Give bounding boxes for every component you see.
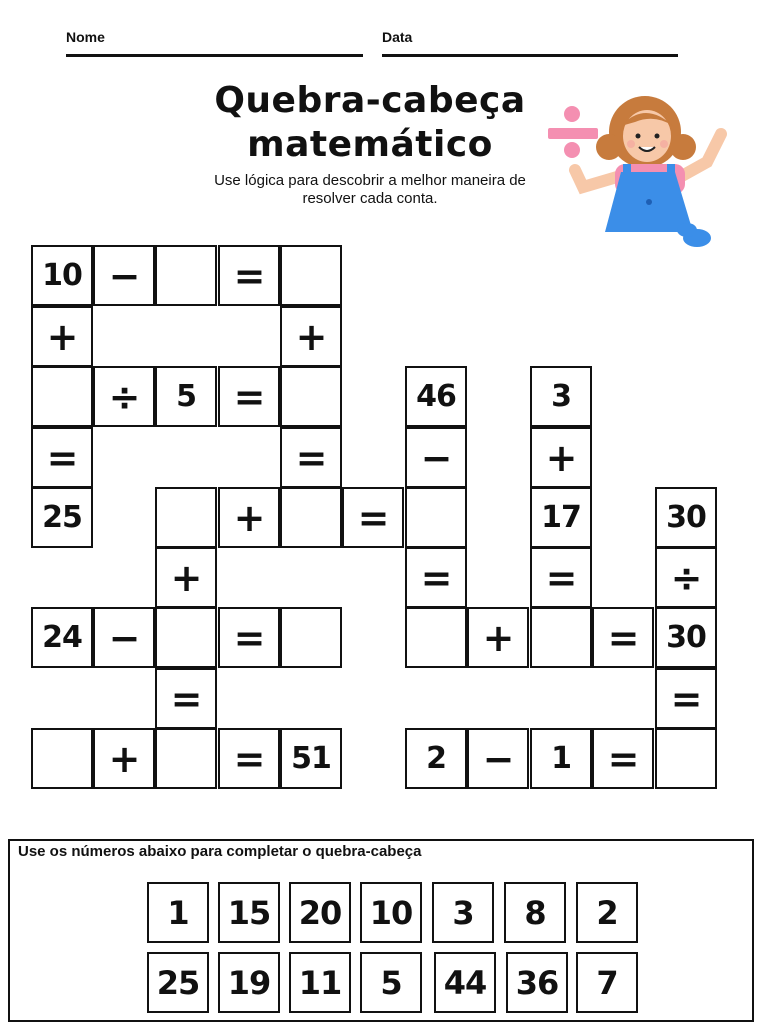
subtitle-line2: resolver cada conta.	[302, 190, 438, 207]
puzzle-cell-operator: =	[155, 668, 217, 729]
number-tile[interactable]: 19	[218, 952, 280, 1013]
puzzle-cell-blank[interactable]	[530, 607, 592, 668]
puzzle-cell-operator: +	[530, 427, 592, 488]
number-tile[interactable]: 3	[432, 882, 494, 943]
number-bank	[8, 839, 754, 1022]
puzzle-cell-operator: =	[405, 547, 467, 608]
puzzle-cell-operator: +	[218, 487, 280, 548]
number-tile[interactable]: 8	[504, 882, 566, 943]
puzzle-cell-operator: ÷	[655, 547, 717, 608]
puzzle-cell-operator: =	[218, 728, 280, 789]
girl-illustration	[545, 92, 735, 257]
puzzle-cell-number: 17	[530, 487, 592, 548]
puzzle-cell-operator: −	[405, 427, 467, 488]
puzzle-cell-operator: =	[218, 366, 280, 427]
page-title-line2: matemático	[247, 124, 493, 165]
puzzle-cell-blank[interactable]	[155, 487, 217, 548]
subtitle-line1: Use lógica para descobrir a melhor maneira de	[214, 172, 526, 189]
puzzle-cell-number: 30	[655, 487, 717, 548]
number-tile[interactable]: 15	[218, 882, 280, 943]
number-tile[interactable]: 2	[576, 882, 638, 943]
name-label: Nome	[66, 29, 105, 45]
puzzle-cell-operator: −	[467, 728, 529, 789]
puzzle-cell-operator: =	[530, 547, 592, 608]
puzzle-cell-operator: +	[155, 547, 217, 608]
puzzle-cell-operator: =	[280, 427, 342, 488]
number-tile[interactable]: 10	[360, 882, 422, 943]
puzzle-cell-blank[interactable]	[405, 487, 467, 548]
puzzle-cell-blank[interactable]	[155, 245, 217, 306]
puzzle-cell-operator: −	[93, 245, 155, 306]
number-tile[interactable]: 44	[434, 952, 496, 1013]
puzzle-cell-operator: −	[93, 607, 155, 668]
puzzle-cell-blank[interactable]	[280, 487, 342, 548]
puzzle-cell-number: 1	[530, 728, 592, 789]
puzzle-cell-number: 30	[655, 607, 717, 668]
bank-instruction: Use os números abaixo para completar o quebra-cabeça	[18, 843, 422, 860]
puzzle-cell-number: 51	[280, 728, 342, 789]
puzzle-cell-blank[interactable]	[155, 607, 217, 668]
division-sign-icon	[548, 106, 598, 158]
puzzle-cell-blank[interactable]	[655, 728, 717, 789]
puzzle-cell-operator: +	[31, 306, 93, 367]
puzzle-cell-number: 46	[405, 366, 467, 427]
puzzle-cell-operator: =	[218, 245, 280, 306]
number-tile[interactable]: 1	[147, 882, 209, 943]
puzzle-cell-number: 3	[530, 366, 592, 427]
puzzle-cell-operator: =	[592, 607, 654, 668]
page-title-line1: Quebra-cabeça	[214, 80, 526, 121]
puzzle-cell-blank[interactable]	[405, 607, 467, 668]
subtitle	[160, 172, 580, 208]
puzzle-cell-operator: +	[93, 728, 155, 789]
puzzle-cell-number: 24	[31, 607, 93, 668]
puzzle-cell-number: 2	[405, 728, 467, 789]
puzzle-cell-number: 10	[31, 245, 93, 306]
puzzle-cell-operator: =	[342, 487, 404, 548]
date-label: Data	[382, 29, 413, 45]
puzzle-cell-number: 5	[155, 366, 217, 427]
name-line[interactable]	[66, 54, 363, 57]
number-tile[interactable]: 11	[289, 952, 351, 1013]
puzzle-cell-blank[interactable]	[31, 366, 93, 427]
number-tile[interactable]: 7	[576, 952, 638, 1013]
puzzle-cell-blank[interactable]	[280, 366, 342, 427]
number-tile[interactable]: 5	[360, 952, 422, 1013]
number-tile[interactable]: 25	[147, 952, 209, 1013]
puzzle-cell-operator: ÷	[93, 366, 155, 427]
puzzle-cell-blank[interactable]	[280, 245, 342, 306]
puzzle-cell-blank[interactable]	[31, 728, 93, 789]
puzzle-cell-operator: =	[31, 427, 93, 488]
puzzle-cell-operator: +	[467, 607, 529, 668]
puzzle-cell-operator: =	[592, 728, 654, 789]
puzzle-cell-number: 25	[31, 487, 93, 548]
puzzle-cell-blank[interactable]	[280, 607, 342, 668]
puzzle-cell-operator: +	[280, 306, 342, 367]
number-tile[interactable]: 36	[506, 952, 568, 1013]
puzzle-cell-operator: =	[218, 607, 280, 668]
number-tile[interactable]: 20	[289, 882, 351, 943]
puzzle-cell-blank[interactable]	[155, 728, 217, 789]
date-line[interactable]	[382, 54, 678, 57]
puzzle-cell-operator: =	[655, 668, 717, 729]
